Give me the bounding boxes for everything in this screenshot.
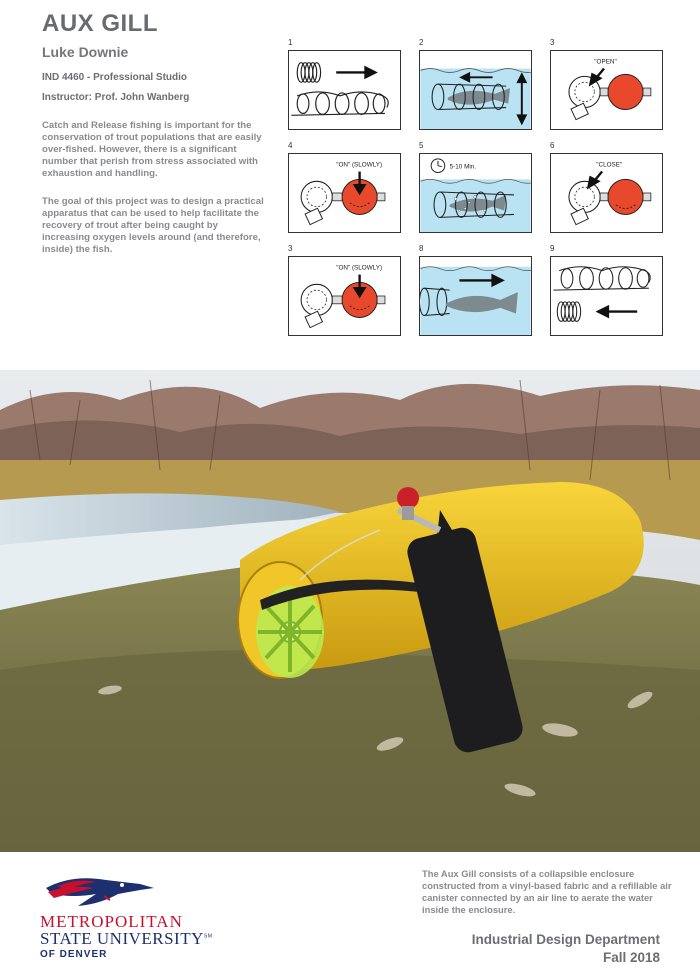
step-label: "ON" (SLOWLY) (336, 264, 383, 272)
step-number: 6 (550, 141, 555, 150)
instruction-steps-grid (286, 38, 670, 336)
step-number: 1 (288, 38, 293, 47)
step-8-illustration (419, 256, 532, 336)
step-label: "CLOSE" (596, 161, 623, 169)
course-code: IND 4460 - Professional Studio (42, 72, 188, 83)
project-title: AUX GILL (42, 10, 158, 37)
term-label: Fall 2018 (602, 950, 660, 965)
roadrunner-logo-icon (44, 870, 164, 912)
step-7 (286, 244, 404, 334)
step-8 (417, 244, 535, 334)
step-number: 3 (288, 244, 293, 253)
step-5-illustration (419, 153, 532, 233)
step-1-illustration (288, 50, 401, 130)
step-number: 2 (419, 38, 424, 47)
step-9-illustration (550, 256, 663, 336)
step-label: "ON" (SLOWLY) (336, 161, 383, 169)
step-number: 9 (550, 244, 555, 253)
step-number: 3 (550, 38, 555, 47)
logo-wordmark-metropolitan: METROPOLITAN (40, 912, 183, 931)
university-logo (40, 868, 230, 964)
step-6-illustration (550, 153, 663, 233)
step-3-illustration (550, 50, 663, 130)
logo-wordmark-of-denver: OF DENVER (40, 949, 108, 960)
step-9 (548, 244, 666, 334)
department-name: Industrial Design Department (471, 932, 660, 947)
step-1 (286, 38, 404, 128)
step-number: 5 (419, 141, 424, 150)
step-4-illustration (288, 153, 401, 233)
step-number: 8 (419, 244, 424, 253)
product-caption: The Aux Gill consists of a collapsible enclosure constructed from a vinyl-based fabric and a refillable air canister connected by an air line to aerate the water inside the enclosure. (422, 868, 672, 915)
step-7-illustration (288, 256, 401, 336)
step-4 (286, 141, 404, 231)
goal-paragraph: The goal of this project was to design a practical apparatus that can be used to help facilitate the recovery of trout after being caught by increasing oxygen levels around (and therefore, inside) the fish. (42, 196, 264, 255)
step-2-illustration (419, 50, 532, 130)
step-2 (417, 38, 535, 128)
step-3 (548, 38, 666, 128)
step-label: 5-10 Min. (449, 163, 477, 171)
author-name: Luke Downie (42, 44, 129, 60)
step-6 (548, 141, 666, 231)
product-photo (0, 370, 700, 852)
intro-paragraph: Catch and Release fishing is important for the conservation of trout populations that are easily over-fished. However, there is a significant number that perish from stress associated with exhaustion and handling. (42, 120, 262, 179)
instructor-name: Instructor: Prof. John Wanberg (42, 92, 190, 103)
logo-wordmark-state-university: STATE UNIVERSITY℠ (40, 929, 213, 948)
step-number: 4 (288, 141, 293, 150)
step-5 (417, 141, 535, 231)
service-mark: SM (203, 933, 213, 940)
step-label: "OPEN" (594, 58, 617, 66)
